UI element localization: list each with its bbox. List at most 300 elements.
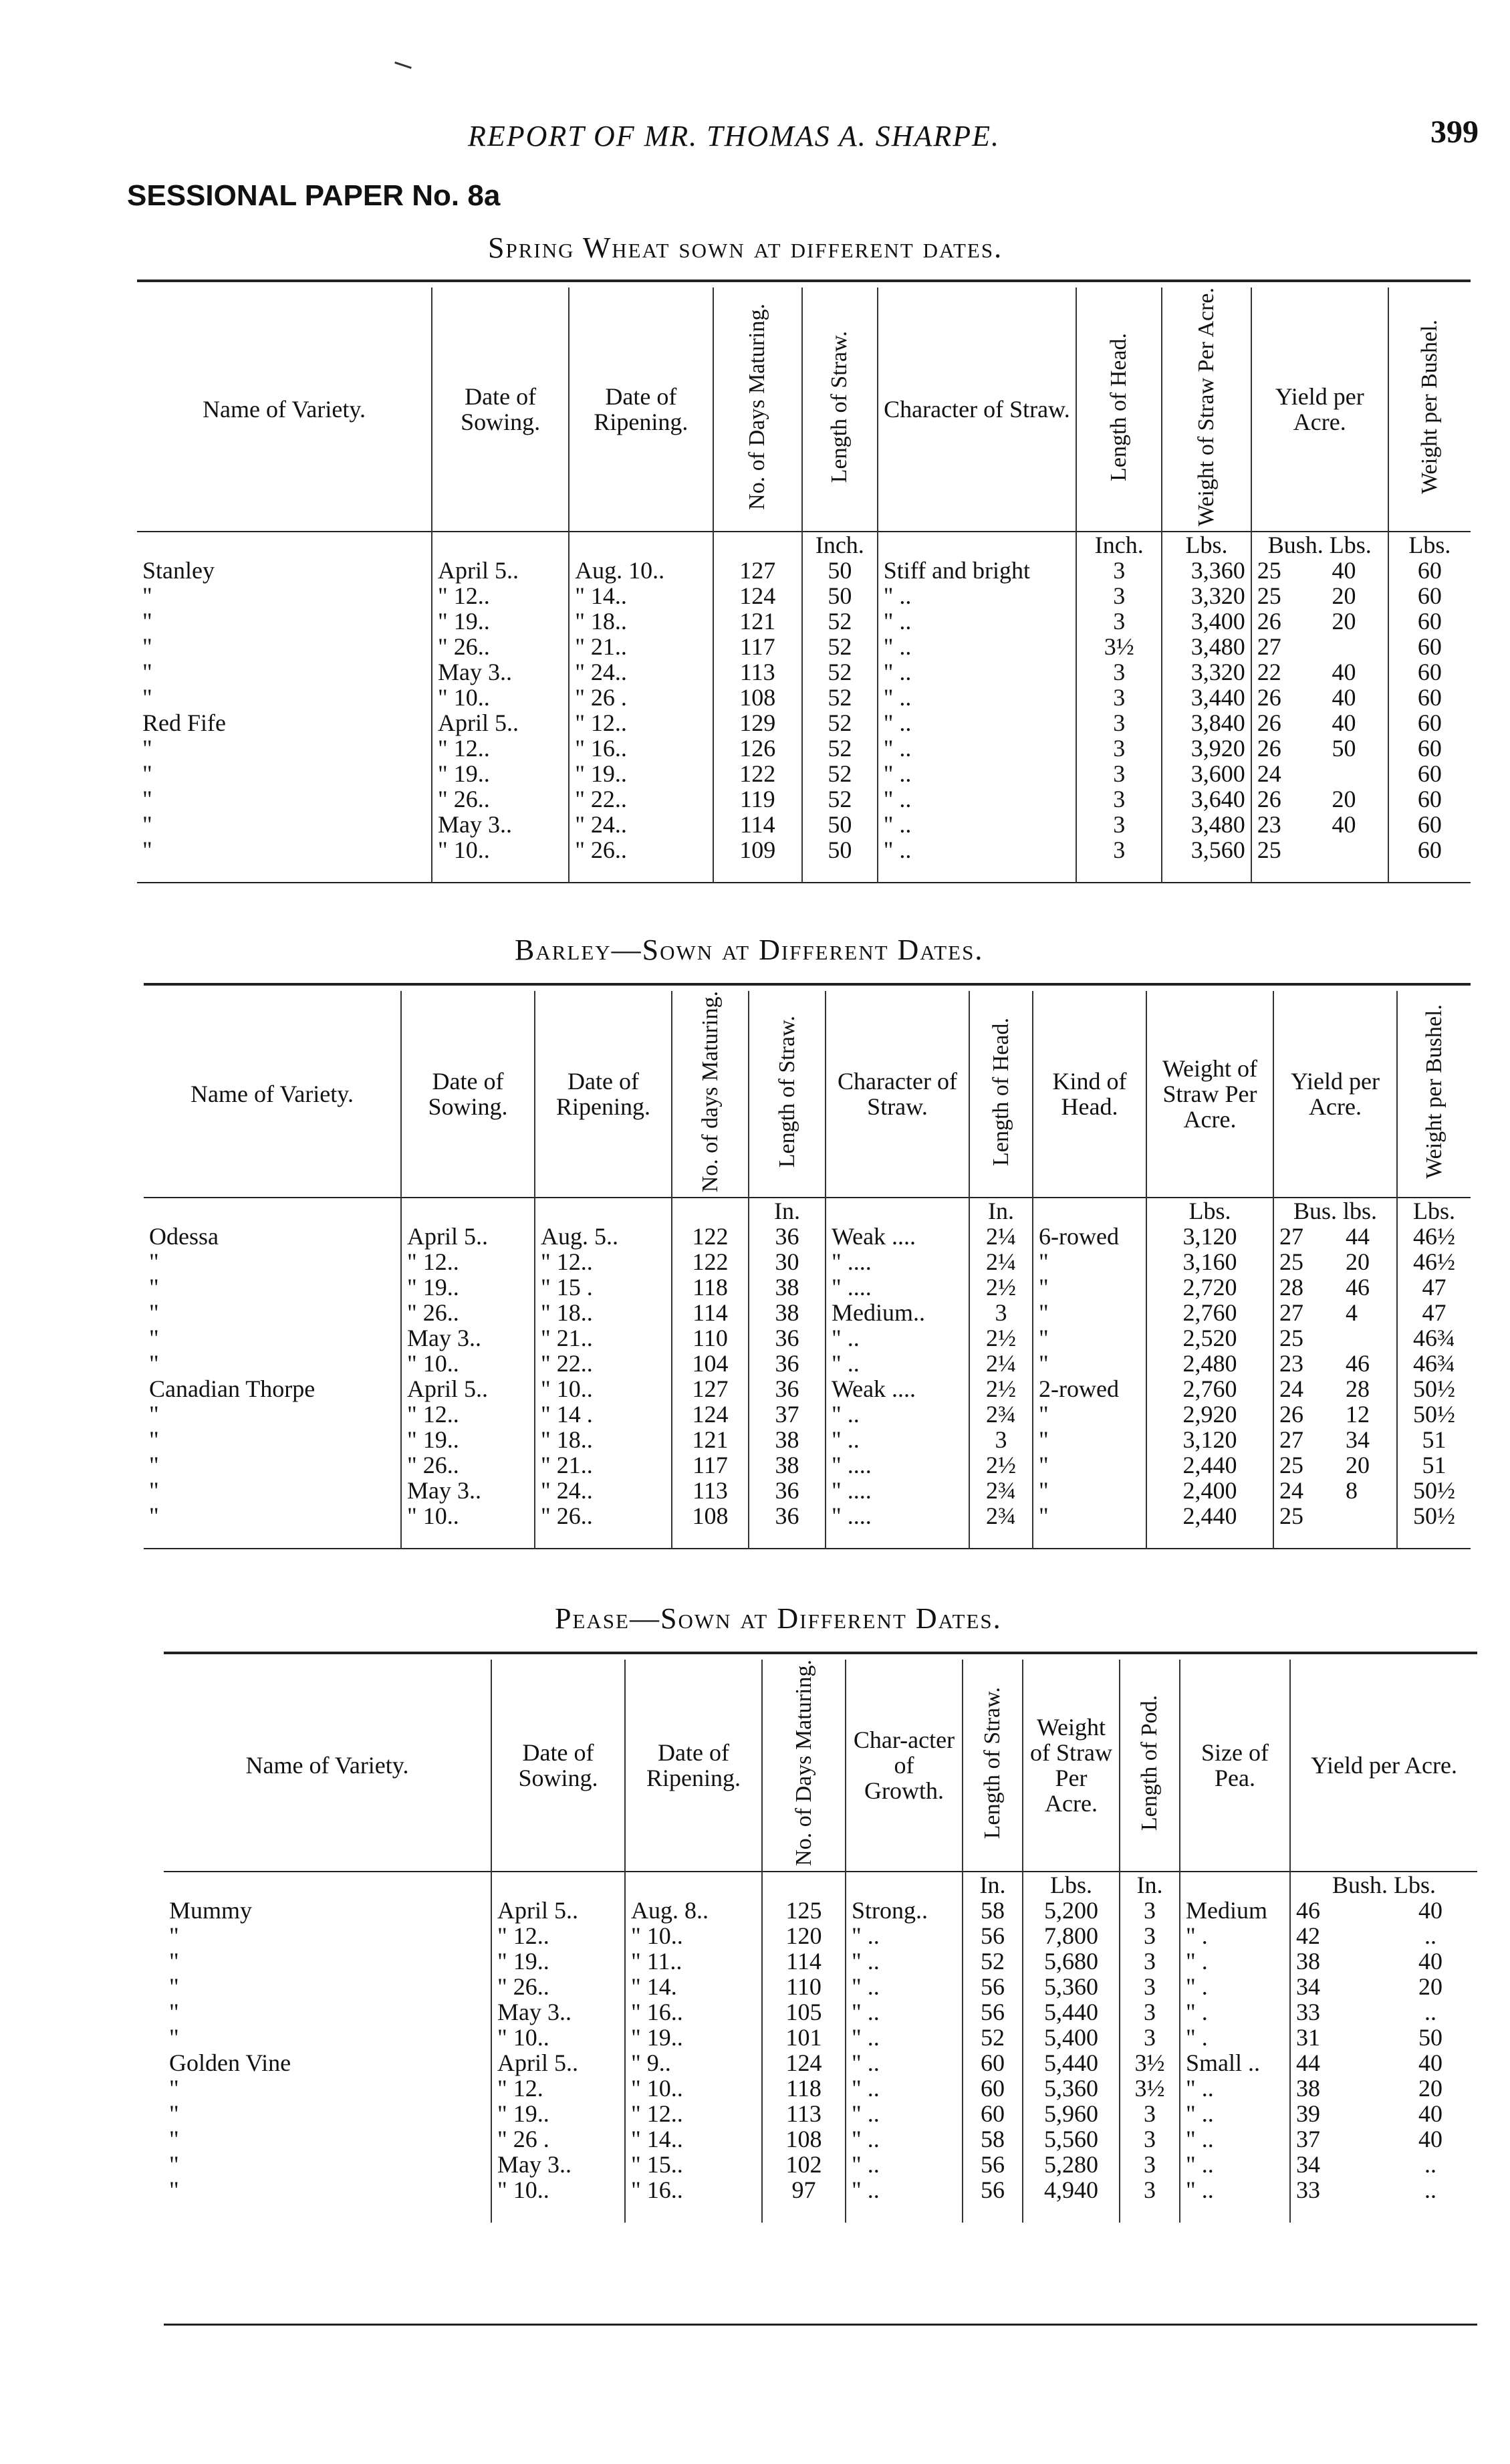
pease-unit-yield: Bush. Lbs.: [1290, 1872, 1477, 1898]
pease-cell-pea-size: " .: [1180, 1923, 1290, 1948]
barley-cell-straw-length: 38: [749, 1274, 826, 1300]
barley-cell-yield-bushels: 27: [1273, 1224, 1340, 1249]
wheat-cell-straw-weight: 3,480: [1162, 812, 1251, 837]
barley-cell-straw-weight: 2,520: [1146, 1325, 1273, 1351]
pease-cell-name: ": [169, 2023, 179, 2051]
pease-cell-pod-length: 3: [1120, 1974, 1180, 1999]
barley-cell-ripening: " 24..: [535, 1478, 672, 1503]
pease-cell-growth: " ..: [846, 2152, 963, 2177]
table-row: [164, 2025, 1477, 2050]
pease-top-rule: [164, 1652, 1477, 1654]
wheat-header-straw-character: Character of Straw.: [878, 288, 1076, 532]
wheat-cell-bushel-weight: 60: [1388, 583, 1471, 608]
barley-cell-straw-weight: 2,440: [1146, 1452, 1273, 1478]
barley-cell-straw-length: 38: [749, 1452, 826, 1478]
pease-cell-straw-length: 60: [963, 2050, 1023, 2076]
pease-header-sowing: Date of Sowing.: [491, 1660, 625, 1872]
pease-cell-yield-lbs: 50: [1418, 2023, 1442, 2051]
wheat-cell-straw-weight: 3,320: [1162, 583, 1251, 608]
table-row: [137, 710, 1471, 736]
barley-cell-straw-character: " ....: [826, 1478, 969, 1503]
pease-cell-sowing: " 26..: [491, 1974, 625, 1999]
wheat-unit-straw-weight: Lbs.: [1162, 532, 1251, 558]
wheat-cell-yield-bushels: 26: [1251, 786, 1327, 812]
pease-header-pod-length: Length of Pod.: [1137, 1694, 1162, 1831]
barley-cell-days: 121: [672, 1427, 749, 1452]
table-row: [144, 1249, 1471, 1274]
pease-cell-pod-length: 3: [1120, 2025, 1180, 2050]
barley-top-rule: [144, 983, 1471, 986]
pease-cell-name: ": [169, 2100, 179, 2127]
barley-cell-straw-length: 36: [749, 1325, 826, 1351]
barley-cell-days: 124: [672, 1402, 749, 1427]
wheat-cell-bushel-weight: 60: [1388, 761, 1471, 786]
wheat-header-ripening: Date of Ripening.: [569, 288, 713, 532]
wheat-cell-name: ": [142, 608, 152, 635]
barley-header-straw-length: Length of Straw.: [774, 1016, 799, 1168]
pease-cell-growth: " ..: [846, 2076, 963, 2101]
table-row: [137, 786, 1471, 812]
wheat-cell-sowing: " 19..: [432, 761, 569, 786]
pease-cell-ripening: " 9..: [625, 2050, 762, 2076]
pease-cell-yield-bushels: 42: [1290, 1923, 1384, 1948]
wheat-cell-yield-lbs: [1327, 837, 1388, 863]
pease-cell-straw-weight: 4,940: [1023, 2177, 1120, 2203]
barley-cell-straw-weight: 2,400: [1146, 1478, 1273, 1503]
wheat-cell-sowing: " 10..: [432, 837, 569, 863]
pease-cell-days: 118: [762, 2076, 846, 2101]
table-row: [164, 2050, 1477, 2076]
barley-cell-name: Canadian Thorpe: [149, 1375, 316, 1403]
barley-cell-yield-bushels: 27: [1273, 1427, 1340, 1452]
pease-header-row: [164, 1660, 1477, 1872]
pease-cell-straw-weight: 5,960: [1023, 2101, 1120, 2126]
wheat-cell-yield-bushels: 24: [1251, 761, 1327, 786]
wheat-body: [137, 558, 1471, 883]
wheat-cell-straw-length: 52: [802, 736, 878, 761]
wheat-cell-yield-bushels: 23: [1251, 812, 1327, 837]
table-row: [164, 1999, 1477, 2025]
table-row: [164, 2101, 1477, 2126]
pease-cell-days: 124: [762, 2050, 846, 2076]
pease-cell-pod-length: 3: [1120, 2126, 1180, 2152]
barley-unit-yield: Bus. lbs.: [1273, 1198, 1397, 1224]
pease-cell-name: ": [169, 2150, 179, 2178]
barley-cell-straw-length: 30: [749, 1249, 826, 1274]
pease-cell-sowing: " 12.: [491, 2076, 625, 2101]
barley-cell-yield-bushels: 26: [1273, 1402, 1340, 1427]
running-title: REPORT OF MR. THOMAS A. SHARPE.: [468, 120, 1001, 152]
pease-cell-pea-size: " ..: [1180, 2126, 1290, 2152]
pease-cell-ripening: " 12..: [625, 2101, 762, 2126]
pease-cell-straw-weight: 5,360: [1023, 1974, 1120, 1999]
pease-cell-yield-bushels: 38: [1290, 2076, 1384, 2101]
barley-cell-head-kind: 6-rowed: [1033, 1224, 1146, 1249]
pease-header-yield: Yield per Acre.: [1290, 1660, 1477, 1872]
barley-header-days: No. of days Maturing.: [697, 991, 723, 1193]
wheat-header-head-length: Length of Head.: [1106, 332, 1132, 481]
pease-cell-straw-length: 60: [963, 2076, 1023, 2101]
barley-cell-ripening: Aug. 5..: [535, 1224, 672, 1249]
barley-cell-straw-length: 37: [749, 1402, 826, 1427]
pease-cell-ripening: " 14.: [625, 1974, 762, 1999]
pease-cell-pea-size: " .: [1180, 1948, 1290, 1974]
barley-cell-name: ": [149, 1452, 159, 1479]
wheat-cell-ripening: Aug. 10..: [569, 558, 713, 583]
pease-cell-yield-bushels: 34: [1290, 2152, 1384, 2177]
row-spacer: [137, 863, 1471, 883]
pease-cell-pod-length: 3: [1120, 1898, 1180, 1923]
barley-cell-straw-character: Weak ....: [826, 1376, 969, 1402]
wheat-cell-name: ": [142, 659, 152, 685]
barley-cell-name: Odessa: [149, 1223, 219, 1250]
table-row: [137, 685, 1471, 710]
barley-cell-head-kind: ": [1033, 1300, 1146, 1325]
wheat-cell-name: Stanley: [142, 557, 215, 584]
wheat-cell-days: 117: [713, 634, 802, 659]
barley-cell-straw-character: " ..: [826, 1402, 969, 1427]
wheat-header-straw-weight: Weight of Straw Per Acre.: [1194, 288, 1219, 526]
barley-cell-days: 113: [672, 1478, 749, 1503]
wheat-cell-name: Red Fife: [142, 709, 226, 736]
wheat-cell-ripening: " 26 .: [569, 685, 713, 710]
pease-cell-pea-size: Small ..: [1180, 2050, 1290, 2076]
barley-cell-straw-weight: 3,160: [1146, 1249, 1273, 1274]
barley-header-head-kind: Kind of Head.: [1033, 991, 1146, 1198]
wheat-cell-yield-lbs: 40: [1332, 811, 1356, 838]
barley-cell-head-length: 2½: [969, 1274, 1033, 1300]
wheat-cell-days: 127: [713, 558, 802, 583]
barley-cell-straw-character: Weak ....: [826, 1224, 969, 1249]
barley-cell-bushel-weight: 50½: [1397, 1376, 1471, 1402]
barley-cell-sowing: April 5..: [401, 1224, 535, 1249]
pease-cell-pod-length: 3: [1120, 1948, 1180, 1974]
pease-cell-yield-lbs: 20: [1418, 2074, 1442, 2102]
wheat-cell-ripening: " 24..: [569, 659, 713, 685]
barley-cell-ripening: " 26..: [535, 1503, 672, 1529]
barley-cell-bushel-weight: 50½: [1397, 1402, 1471, 1427]
barley-cell-bushel-weight: 47: [1397, 1300, 1471, 1325]
barley-cell-sowing: " 12..: [401, 1249, 535, 1274]
wheat-cell-yield-lbs: 50: [1332, 735, 1356, 762]
barley-unit-straw-weight: Lbs.: [1146, 1198, 1273, 1224]
wheat-cell-bushel-weight: 60: [1388, 685, 1471, 710]
pease-bottom-rule: [164, 2324, 1477, 2326]
pease-cell-straw-weight: 5,560: [1023, 2126, 1120, 2152]
barley-cell-ripening: " 18..: [535, 1427, 672, 1452]
wheat-caption: Spring Wheat sown at different dates.: [488, 231, 1003, 264]
wheat-cell-yield-lbs: 20: [1332, 608, 1356, 635]
wheat-cell-straw-weight: 3,480: [1162, 634, 1251, 659]
barley-cell-name: ": [149, 1274, 159, 1301]
wheat-cell-days: 109: [713, 837, 802, 863]
pease-header-growth: Char-acter of Growth.: [846, 1660, 963, 1872]
barley-cell-days: 122: [672, 1224, 749, 1249]
table-row: [144, 1478, 1471, 1503]
wheat-cell-straw-weight: 3,840: [1162, 710, 1251, 736]
barley-caption: Barley—Sown at Different Dates.: [515, 933, 984, 966]
barley-cell-bushel-weight: 46½: [1397, 1249, 1471, 1274]
wheat-cell-yield-bushels: 22: [1251, 659, 1327, 685]
barley-cell-yield-bushels: 28: [1273, 1274, 1340, 1300]
table-row: [137, 761, 1471, 786]
pease-cell-pod-length: 3: [1120, 2152, 1180, 2177]
wheat-cell-straw-character: " ..: [878, 583, 1076, 608]
pease-cell-pod-length: 3½: [1120, 2076, 1180, 2101]
wheat-cell-straw-character: " ..: [878, 837, 1076, 863]
table-row: [137, 558, 1471, 583]
pease-cell-yield-lbs: 40: [1418, 2049, 1442, 2076]
table-row: [144, 1325, 1471, 1351]
barley-cell-yield-bushels: 23: [1273, 1351, 1340, 1376]
pease-cell-days: 120: [762, 1923, 846, 1948]
barley-cell-head-length: 2¾: [969, 1402, 1033, 1427]
barley-cell-sowing: " 26..: [401, 1300, 535, 1325]
wheat-cell-yield-lbs: 20: [1332, 582, 1356, 609]
wheat-cell-straw-character: " ..: [878, 634, 1076, 659]
wheat-cell-straw-weight: 3,600: [1162, 761, 1251, 786]
barley-cell-yield-bushels: 27: [1273, 1300, 1340, 1325]
pease-cell-sowing: April 5..: [491, 1898, 625, 1923]
wheat-cell-straw-length: 52: [802, 786, 878, 812]
wheat-cell-ripening: " 26..: [569, 837, 713, 863]
barley-cell-straw-length: 36: [749, 1376, 826, 1402]
wheat-cell-bushel-weight: 60: [1388, 710, 1471, 736]
pease-cell-days: 105: [762, 1999, 846, 2025]
table-row: [164, 2126, 1477, 2152]
barley-cell-head-kind: ": [1033, 1351, 1146, 1376]
table-row: [144, 1376, 1471, 1402]
pease-cell-sowing: " 10..: [491, 2177, 625, 2203]
pease-cell-pod-length: 3½: [1120, 2050, 1180, 2076]
barley-cell-yield-bushels: 25: [1273, 1503, 1340, 1529]
barley-cell-ripening: " 22..: [535, 1351, 672, 1376]
barley-cell-sowing: May 3..: [401, 1478, 535, 1503]
pease-cell-days: 101: [762, 2025, 846, 2050]
pease-unit-straw-weight: Lbs.: [1023, 1872, 1120, 1898]
pease-cell-pod-length: 3: [1120, 1923, 1180, 1948]
pease-units-row: [164, 1872, 1477, 1898]
barley-cell-ripening: " 12..: [535, 1249, 672, 1274]
barley-cell-name: ": [149, 1325, 159, 1352]
stray-mark: [394, 62, 412, 69]
table-row: [164, 1923, 1477, 1948]
wheat-cell-bushel-weight: 60: [1388, 837, 1471, 863]
barley-cell-head-kind: ": [1033, 1402, 1146, 1427]
pease-cell-yield-bushels: 46: [1290, 1898, 1384, 1923]
pease-cell-straw-weight: 5,440: [1023, 2050, 1120, 2076]
wheat-cell-sowing: April 5..: [432, 558, 569, 583]
pease-cell-sowing: " 12..: [491, 1923, 625, 1948]
pease-cell-pod-length: 3: [1120, 2101, 1180, 2126]
wheat-header-yield: Yield per Acre.: [1251, 288, 1388, 532]
wheat-unit-head: Inch.: [1076, 532, 1162, 558]
pease-cell-straw-length: 56: [963, 1999, 1023, 2025]
pease-cell-yield-lbs: ..: [1424, 1998, 1436, 2025]
barley-cell-sowing: " 19..: [401, 1427, 535, 1452]
barley-cell-yield-bushels: 25: [1273, 1325, 1340, 1351]
pease-header-ripening: Date of Ripening.: [625, 1660, 762, 1872]
barley-header-ripening: Date of Ripening.: [535, 991, 672, 1198]
wheat-cell-yield-lbs: 40: [1332, 684, 1356, 711]
barley-cell-yield-lbs: 4: [1346, 1299, 1358, 1327]
pease-cell-straw-weight: 5,440: [1023, 1999, 1120, 2025]
wheat-cell-head-length: 3½: [1076, 634, 1162, 659]
pease-cell-growth: Strong..: [846, 1898, 963, 1923]
barley-cell-straw-length: 36: [749, 1351, 826, 1376]
wheat-cell-ripening: " 19..: [569, 761, 713, 786]
pease-cell-name: ": [169, 2176, 179, 2203]
wheat-cell-straw-character: " ..: [878, 736, 1076, 761]
barley-cell-straw-character: " ....: [826, 1452, 969, 1478]
pease-cell-straw-length: 52: [963, 2025, 1023, 2050]
pease-cell-name: Golden Vine: [169, 2049, 291, 2076]
wheat-cell-name: ": [142, 582, 152, 609]
pease-cell-sowing: " 19..: [491, 2101, 625, 2126]
barley-body: [144, 1224, 1471, 1549]
barley-header-sowing: Date of Sowing.: [401, 991, 535, 1198]
barley-cell-name: ": [149, 1426, 159, 1454]
barley-cell-name: ": [149, 1248, 159, 1276]
barley-cell-yield-lbs: 20: [1346, 1248, 1370, 1276]
table-row: [164, 1948, 1477, 1974]
wheat-cell-straw-weight: 3,400: [1162, 608, 1251, 634]
wheat-cell-yield-bushels: 26: [1251, 736, 1327, 761]
barley-cell-ripening: " 10..: [535, 1376, 672, 1402]
wheat-cell-bushel-weight: 60: [1388, 558, 1471, 583]
wheat-cell-yield-lbs: 20: [1332, 786, 1356, 812]
pease-cell-ripening: " 19..: [625, 2025, 762, 2050]
wheat-cell-yield-bushels: 26: [1251, 685, 1327, 710]
wheat-cell-straw-character: " ..: [878, 608, 1076, 634]
wheat-cell-ripening: " 21..: [569, 634, 713, 659]
wheat-cell-name: ": [142, 633, 152, 660]
pease-cell-yield-lbs: 40: [1418, 2100, 1442, 2127]
wheat-cell-head-length: 3: [1076, 837, 1162, 863]
pease-cell-straw-length: 58: [963, 1898, 1023, 1923]
pease-cell-growth: " ..: [846, 2025, 963, 2050]
barley-cell-ripening: " 21..: [535, 1452, 672, 1478]
pease-cell-ripening: Aug. 8..: [625, 1898, 762, 1923]
wheat-cell-head-length: 3: [1076, 608, 1162, 634]
pease-cell-ripening: " 11..: [625, 1948, 762, 1974]
wheat-cell-days: 119: [713, 786, 802, 812]
pease-cell-name: ": [169, 1947, 179, 1975]
table-row: [144, 1402, 1471, 1427]
pease-cell-yield-lbs: 40: [1418, 1947, 1442, 1975]
wheat-cell-straw-weight: 3,440: [1162, 685, 1251, 710]
barley-cell-straw-weight: 2,760: [1146, 1300, 1273, 1325]
table-row: [137, 583, 1471, 608]
barley-cell-head-length: 2½: [969, 1452, 1033, 1478]
pease-cell-growth: " ..: [846, 1948, 963, 1974]
barley-cell-yield-bushels: 25: [1273, 1452, 1340, 1478]
pease-cell-days: 108: [762, 2126, 846, 2152]
barley-cell-straw-character: " ....: [826, 1249, 969, 1274]
barley-cell-sowing: April 5..: [401, 1376, 535, 1402]
barley-cell-straw-weight: 2,480: [1146, 1351, 1273, 1376]
wheat-cell-sowing: " 19..: [432, 608, 569, 634]
wheat-header-name: Name of Variety.: [203, 396, 366, 423]
wheat-unit-straw: Inch.: [802, 532, 878, 558]
table-row: [144, 1351, 1471, 1376]
wheat-cell-days: 121: [713, 608, 802, 634]
barley-cell-sowing: May 3..: [401, 1325, 535, 1351]
wheat-cell-name: ": [142, 811, 152, 838]
barley-cell-head-kind: ": [1033, 1274, 1146, 1300]
barley-cell-days: 114: [672, 1300, 749, 1325]
barley-header-row: [144, 991, 1471, 1198]
pease-cell-name: ": [169, 2074, 179, 2102]
pease-unit-pod: In.: [1120, 1872, 1180, 1898]
barley-cell-head-kind: ": [1033, 1452, 1146, 1478]
pease-cell-pea-size: " .: [1180, 1974, 1290, 1999]
wheat-cell-sowing: " 26..: [432, 634, 569, 659]
table-row: [144, 1300, 1471, 1325]
barley-cell-straw-weight: 2,920: [1146, 1402, 1273, 1427]
pease-cell-sowing: April 5..: [491, 2050, 625, 2076]
barley-cell-head-kind: ": [1033, 1478, 1146, 1503]
wheat-cell-yield-bushels: 25: [1251, 583, 1327, 608]
wheat-cell-ripening: " 18..: [569, 608, 713, 634]
pease-cell-pea-size: " .: [1180, 1999, 1290, 2025]
table-row: [137, 659, 1471, 685]
wheat-cell-days: 126: [713, 736, 802, 761]
wheat-cell-sowing: " 10..: [432, 685, 569, 710]
barley-cell-days: 104: [672, 1351, 749, 1376]
wheat-cell-sowing: May 3..: [432, 659, 569, 685]
wheat-cell-yield-bushels: 26: [1251, 608, 1327, 634]
wheat-cell-days: 113: [713, 659, 802, 685]
barley-cell-yield-lbs: 8: [1346, 1477, 1358, 1504]
barley-cell-yield-bushels: 25: [1273, 1249, 1340, 1274]
barley-cell-yield-lbs: 20: [1346, 1452, 1370, 1479]
pease-cell-days: 110: [762, 1974, 846, 1999]
barley-cell-straw-weight: 2,760: [1146, 1376, 1273, 1402]
barley-header-straw-character: Character of Straw.: [826, 991, 969, 1198]
wheat-cell-yield-lbs: [1327, 634, 1388, 659]
wheat-cell-yield-bushels: 25: [1251, 837, 1327, 863]
wheat-cell-bushel-weight: 60: [1388, 634, 1471, 659]
pease-cell-pea-size: Medium: [1180, 1898, 1290, 1923]
barley-cell-straw-character: " ....: [826, 1503, 969, 1529]
wheat-cell-straw-length: 52: [802, 608, 878, 634]
pease-cell-growth: " ..: [846, 2126, 963, 2152]
pease-cell-name: ": [169, 1922, 179, 1949]
barley-cell-sowing: " 10..: [401, 1503, 535, 1529]
pease-cell-yield-lbs: ..: [1424, 2176, 1436, 2203]
barley-cell-name: ": [149, 1502, 159, 1530]
barley-units-row: [144, 1198, 1471, 1224]
pease-cell-pod-length: 3: [1120, 2177, 1180, 2203]
barley-cell-sowing: " 12..: [401, 1402, 535, 1427]
barley-cell-head-length: 2¼: [969, 1351, 1033, 1376]
barley-cell-head-kind: ": [1033, 1427, 1146, 1452]
barley-cell-head-length: 2¼: [969, 1224, 1033, 1249]
barley-cell-straw-length: 38: [749, 1427, 826, 1452]
pease-cell-pea-size: " ..: [1180, 2101, 1290, 2126]
pease-cell-pea-size: " .: [1180, 2025, 1290, 2050]
pease-cell-ripening: " 10..: [625, 2076, 762, 2101]
wheat-cell-days: 124: [713, 583, 802, 608]
barley-cell-yield-lbs: 28: [1346, 1375, 1370, 1403]
barley-unit-head: In.: [969, 1198, 1033, 1224]
barley-cell-bushel-weight: 46¾: [1397, 1325, 1471, 1351]
wheat-cell-yield-lbs: [1327, 761, 1388, 786]
wheat-cell-straw-length: 52: [802, 761, 878, 786]
wheat-cell-yield-bushels: 26: [1251, 710, 1327, 736]
wheat-cell-straw-weight: 3,560: [1162, 837, 1251, 863]
